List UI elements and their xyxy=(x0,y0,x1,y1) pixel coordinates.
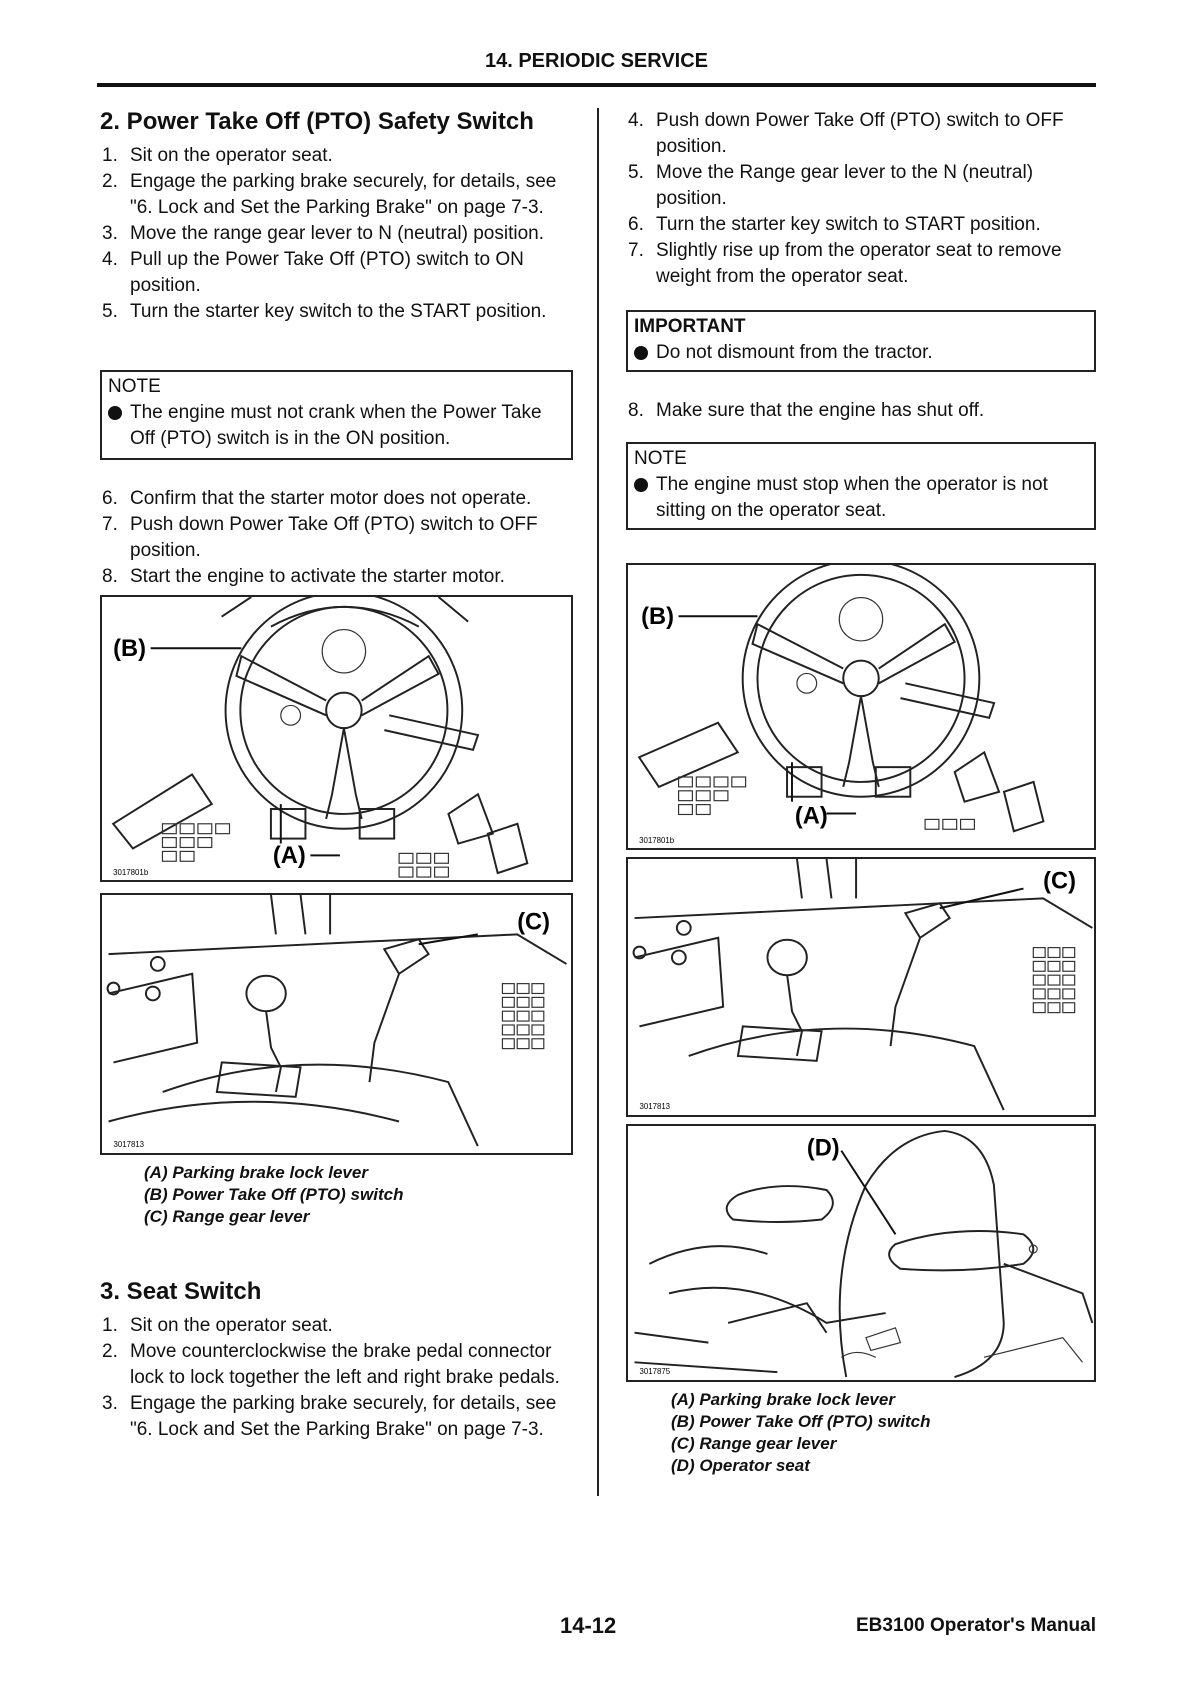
important-text: Do not dismount from the tractor. xyxy=(656,342,933,363)
label-c: (C) xyxy=(1043,868,1076,895)
dashboard-illustration xyxy=(102,597,571,880)
note-box-left xyxy=(100,370,573,460)
levers-illustration xyxy=(628,859,1094,1115)
figure-dashboard-left xyxy=(100,595,573,882)
list-item: 2. Engage the parking brake securely, for details, see "6. Lock and Set the Parking Brake" on page 7-3. xyxy=(102,171,557,218)
seat-illustration xyxy=(628,1126,1094,1380)
list-item: 4. Pull up the Power Take Off (PTO) switch to ON position. xyxy=(102,249,524,296)
list-item: 6. Turn the starter key switch to START position. xyxy=(628,214,1041,235)
levers-illustration xyxy=(102,895,571,1153)
figure-code: 3017875 xyxy=(639,1367,671,1377)
label-c: (C) xyxy=(517,909,550,936)
figure-code: 3017813 xyxy=(113,1140,145,1150)
figure-dashboard-right xyxy=(626,563,1096,850)
bullet-icon xyxy=(634,478,648,492)
figure-code: 3017813 xyxy=(639,1102,671,1112)
page-header: 14. PERIODIC SERVICE xyxy=(484,50,709,72)
section-2-steps-b xyxy=(100,486,580,590)
figure-code: 3017801b xyxy=(113,868,149,878)
list-item: 6. Confirm that the starter motor does not operate. xyxy=(102,488,532,509)
list-item: 3. Move the range gear lever to N (neutral) position. xyxy=(102,223,544,244)
list-item: 2. Move counterclockwise the brake pedal connector lock to lock together the left and right brake pedals. xyxy=(102,1341,560,1388)
list-item: 7. Slightly rise up from the operator seat to remove weight from the operator seat. xyxy=(628,240,1062,287)
list-item: 8. Make sure that the engine has shut off. xyxy=(628,400,985,421)
important-box xyxy=(626,310,1096,372)
figure-levers-left xyxy=(100,893,573,1155)
section-2-steps-a xyxy=(100,143,580,325)
column-divider xyxy=(597,108,599,1496)
list-item: 5. Turn the starter key switch to the START position. xyxy=(102,301,547,322)
list-item: 8. Start the engine to activate the starter motor. xyxy=(102,566,505,587)
section-2-heading: 2. Power Take Off (PTO) Safety Switch xyxy=(100,108,534,135)
header-rule xyxy=(97,83,1096,87)
note-text: The engine must not crank when the Power Take Off (PTO) switch is in the ON position. xyxy=(130,402,542,449)
manual-title: EB3100 Operator's Manual xyxy=(856,1615,1096,1636)
page-number: 14-12 xyxy=(560,1613,617,1638)
label-a: (A) xyxy=(794,803,828,830)
bullet-icon xyxy=(634,346,648,360)
list-item: 1. Sit on the operator seat. xyxy=(102,145,333,166)
label-b: (B) xyxy=(641,604,674,631)
caption-right: (A) Parking brake lock lever (B) Power Take Off (PTO) switch (C) Range gear lever (D) Operator seat xyxy=(671,1390,931,1475)
note-text: The engine must stop when the operator is not sitting on the operator seat. xyxy=(656,474,1048,521)
figure-levers-right xyxy=(626,857,1096,1117)
list-item: 5. Move the Range gear lever to the N (neutral) position. xyxy=(628,162,1034,209)
section-3-steps-a xyxy=(100,1313,580,1443)
label-d: (D) xyxy=(806,1135,840,1162)
list-item: 4. Push down Power Take Off (PTO) switch to OFF position. xyxy=(628,110,1064,157)
list-item: 1. Sit on the operator seat. xyxy=(102,1315,333,1336)
figure-seat xyxy=(626,1124,1096,1382)
dashboard-illustration xyxy=(628,565,1094,848)
section-3-heading: 3. Seat Switch xyxy=(100,1278,262,1305)
note-title: NOTE xyxy=(634,448,687,469)
label-b: (B) xyxy=(113,636,147,663)
bullet-icon xyxy=(108,406,122,420)
list-item: 7. Push down Power Take Off (PTO) switch to OFF position. xyxy=(102,514,538,561)
figure-code: 3017801b xyxy=(639,836,675,846)
list-item: 3. Engage the parking brake securely, for details, see "6. Lock and Set the Parking Brake" on page 7-3. xyxy=(102,1393,557,1440)
section-3-step-8 xyxy=(626,398,1096,424)
important-title: IMPORTANT xyxy=(634,316,746,337)
caption-left: (A) Parking brake lock lever (B) Power Take Off (PTO) switch (C) Range gear lever xyxy=(144,1163,404,1226)
note-box-right xyxy=(626,442,1096,530)
note-title: NOTE xyxy=(108,376,161,397)
label-a: (A) xyxy=(272,843,306,870)
section-3-steps-b xyxy=(626,108,1096,290)
